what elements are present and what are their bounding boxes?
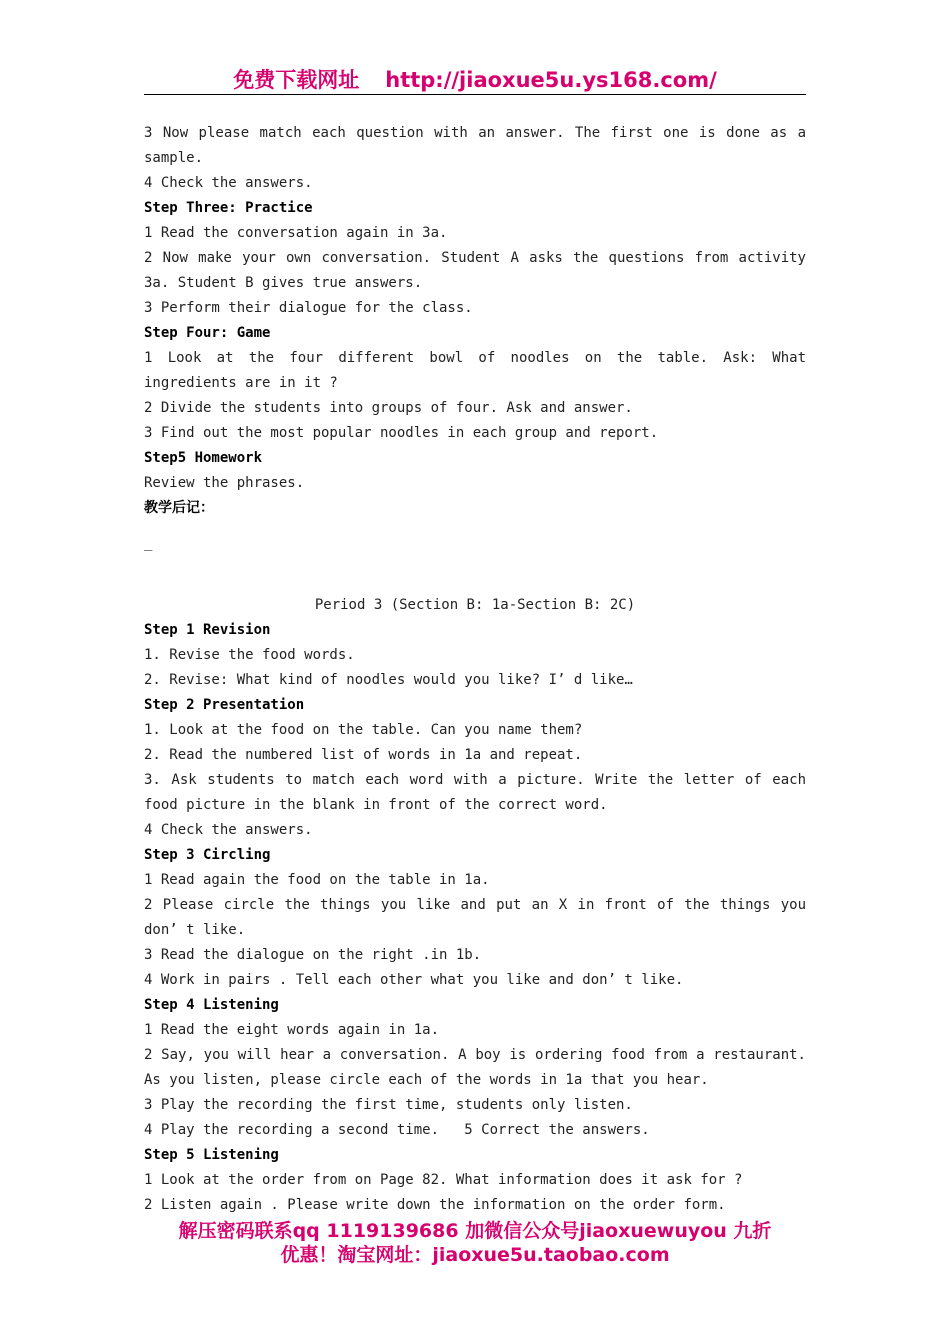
footer-shop-line[interactable]: 优惠！淘宝网址：jiaoxue5u.taobao.com (280, 1244, 670, 1266)
text-line: 4 Play the recording a second time. 5 Correct the answers. (144, 1122, 650, 1138)
section-heading: Step 5 Listening (144, 1147, 279, 1163)
text-line: 3 Perform their dialogue for the class. (144, 300, 473, 316)
text-line: ingredients are in it ? (144, 375, 338, 391)
text-line: 4 Check the answers. (144, 822, 313, 838)
section-heading: Step 4 Listening (144, 997, 279, 1013)
section-heading: Step5 Homework (144, 450, 263, 466)
page-footer (144, 1219, 806, 1267)
period-title: Period 3 (Section B: 1a-Section B: 2C) (314, 597, 636, 613)
text-line: 3 Now please match each question with an answer. The first one is done as a (144, 125, 806, 141)
document-body (144, 121, 806, 1218)
text-line: Review the phrases. (144, 475, 305, 491)
text-line: food picture in the blank in front of the correct word. (144, 797, 608, 813)
footer-contact-line: 解压密码联系qq 1119139686 加微信公众号jiaoxuewuyou 九折 (178, 1220, 772, 1242)
section-heading: Step 2 Presentation (144, 697, 305, 713)
text-line: 3. Ask students to match each word with a picture. Write the letter of each (144, 772, 806, 788)
text-line: 3a. Student B gives true answers. (144, 275, 423, 291)
text-line: 2 Listen again . Please write down the information on the order form. (144, 1197, 726, 1213)
text-line: 3 Play the recording the first time, students only listen. (144, 1097, 633, 1113)
text-line: 2 Say, you will hear a conversation. A boy is ordering food from a restaurant. (144, 1047, 806, 1063)
text-line: 2 Please circle the things you like and put an X in front of the things you (144, 897, 806, 913)
text-line: 2. Read the numbered list of words in 1a and repeat. (144, 747, 583, 763)
text-line: don’ t like. (144, 922, 246, 938)
section-heading: Step 3 Circling (144, 847, 271, 863)
text-line: 1 Look at the order from on Page 82. What information does it ask for ? (144, 1172, 743, 1188)
section-heading: Step Three: Practice (144, 200, 313, 216)
section-heading: Step 1 Revision (144, 622, 271, 638)
text-line: sample. (144, 150, 204, 166)
notes-blank: _ (144, 535, 153, 551)
notes-heading: 教学后记： (144, 500, 214, 516)
page-header (144, 66, 806, 95)
text-line: 3 Find out the most popular noodles in each group and report. (144, 425, 659, 441)
text-line: 3 Read the dialogue on the right .in 1b. (144, 947, 482, 963)
text-line: 2 Divide the students into groups of four. Ask and answer. (144, 400, 633, 416)
text-line: 4 Work in pairs . Tell each other what you like and don’ t like. (144, 972, 684, 988)
text-line: 2. Revise: What kind of noodles would you like? I’ d like… (144, 672, 633, 688)
text-line: 4 Check the answers. (144, 175, 313, 191)
section-heading: Step Four: Game (144, 325, 271, 341)
text-line: 1 Read again the food on the table in 1a. (144, 872, 490, 888)
header-label: 免费下载网址 (233, 68, 360, 92)
text-line: 1. Revise the food words. (144, 647, 355, 663)
spacer (144, 556, 806, 593)
text-line: As you listen, please circle each of the words in 1a that you hear. (144, 1072, 709, 1088)
text-line: 1 Read the conversation again in 3a. (144, 225, 448, 241)
text-line: 1. Look at the food on the table. Can you name them? (144, 722, 583, 738)
text-line: 1 Look at the four different bowl of noodles on the table. Ask: What (144, 350, 806, 366)
header-url-link[interactable]: http://jiaoxue5u.ys168.com/ (385, 68, 717, 92)
text-line: 1 Read the eight words again in 1a. (144, 1022, 440, 1038)
text-line: 2 Now make your own conversation. Student A asks the questions from activity (144, 250, 806, 266)
